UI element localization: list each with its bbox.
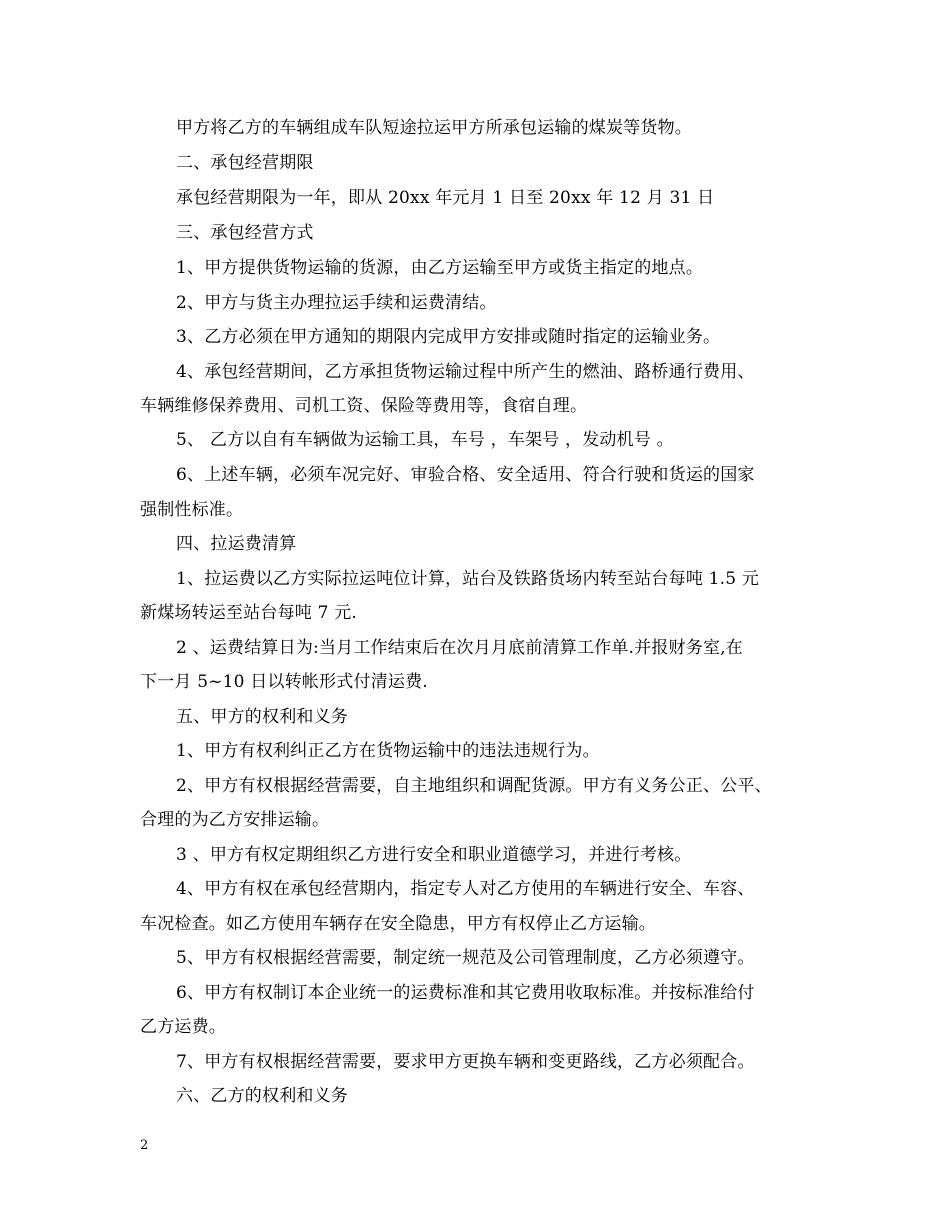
paragraph-line: 3 、甲方有权定期组织乙方进行安全和职业道德学习，并进行考核。 xyxy=(176,845,692,865)
paragraph-line: 乙方运费。 xyxy=(140,1017,226,1037)
paragraph-line: 甲方将乙方的车辆组成车队短途拉运甲方所承包运输的煤炭等货物。 xyxy=(176,118,692,138)
paragraph-line: 1、甲方有权利纠正乙方在货物运输中的违法违规行为。 xyxy=(176,741,600,761)
paragraph-line: 合理的为乙方安排运输。 xyxy=(140,810,330,830)
paragraph-line: 车况检查。如乙方使用车辆存在安全隐患，甲方有权停止乙方运输。 xyxy=(140,914,656,934)
paragraph-line: 2、甲方与货主办理拉运手续和运费清结。 xyxy=(176,293,497,313)
page-number: 2 xyxy=(140,1138,149,1153)
paragraph-line: 4、甲方有权在承包经营期内，指定专人对乙方使用的车辆进行安全、车容、 xyxy=(176,879,755,899)
paragraph-line: 强制性标准。 xyxy=(140,500,244,520)
paragraph-line: 6、甲方有权制订本企业统一的运费标准和其它费用收取标准。并按标准给付 xyxy=(176,983,755,1003)
section-heading: 四、拉运费清算 xyxy=(176,534,297,554)
paragraph-line: 车辆维修保养费用、司机工资、保险等费用等，食宿自理。 xyxy=(140,396,588,416)
paragraph-line: 5、甲方有权根据经营需要，制定统一规范及公司管理制度，乙方必须遵守。 xyxy=(176,948,755,968)
section-heading: 二、承包经营期限 xyxy=(176,153,314,173)
paragraph-line: 3、乙方必须在甲方通知的期限内完成甲方安排或随时指定的运输业务。 xyxy=(176,327,721,347)
section-heading: 五、甲方的权利和义务 xyxy=(176,707,348,727)
paragraph-line: 5、 乙方以自有车辆做为运输工具，车号 ，车架号 ，发动机号 。 xyxy=(176,430,674,450)
paragraph-line: 2、甲方有权根据经营需要，自主地组织和调配货源。甲方有义务公正、公平、 xyxy=(176,776,772,796)
paragraph-line: 4、承包经营期间，乙方承担货物运输过程中所产生的燃油、路桥通行费用、 xyxy=(176,362,755,382)
paragraph-line: 7、甲方有权根据经营需要，要求甲方更换车辆和变更路线，乙方必须配合。 xyxy=(176,1052,755,1072)
section-heading: 六、乙方的权利和义务 xyxy=(176,1086,348,1106)
paragraph-line: 下一月 5~10 日以转帐形式付清运费. xyxy=(140,672,428,692)
paragraph-line: 6、上述车辆，必须车况完好、审验合格、安全适用、符合行驶和货运的国家 xyxy=(176,465,755,485)
paragraph-line: 1、拉运费以乙方实际拉运吨位计算，站台及铁路货场内转至站台每吨 1.5 元 xyxy=(176,569,760,589)
section-heading: 三、承包经营方式 xyxy=(176,223,314,243)
paragraph-line: 承包经营期限为一年，即从 20xx 年元月 1 日至 20xx 年 12 月 31 日 xyxy=(176,188,715,208)
paragraph-line: 1、甲方提供货物运输的货源，由乙方运输至甲方或货主指定的地点。 xyxy=(176,258,704,278)
paragraph-line: 2 、运费结算日为:当月工作结束后在次月月底前清算工作单.并报财务室,在 xyxy=(176,638,743,658)
paragraph-line: 新煤场转运至站台每吨 7 元. xyxy=(140,603,358,623)
